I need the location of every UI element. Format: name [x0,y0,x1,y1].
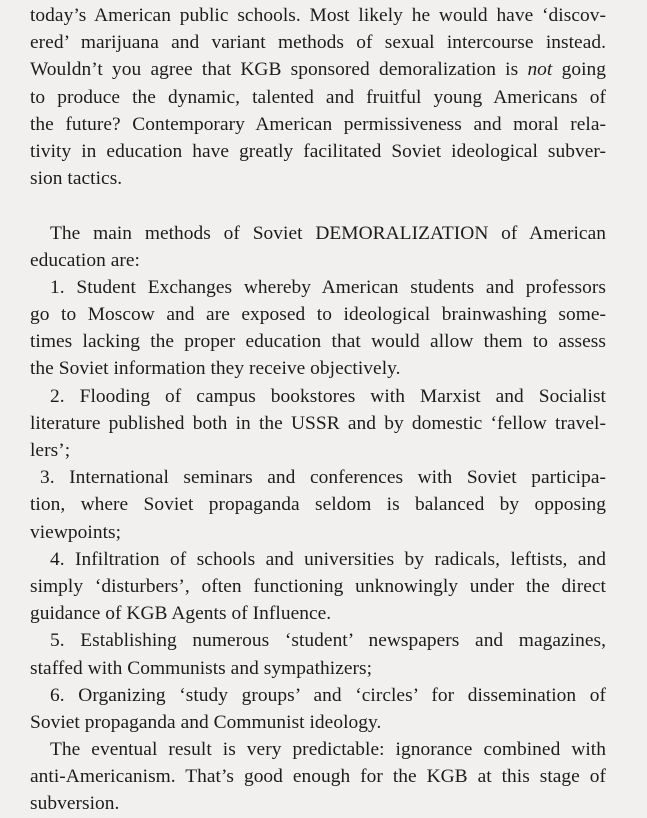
list-item-2 [30,383,606,465]
text-segment: going [552,59,607,81]
text-line: the future? Contemporary American permissiveness and moral rela- [30,113,606,135]
text-line: 4. Infiltration of schools and universities by radicals, leftists, and [50,548,606,570]
text-line: the Soviet information they receive objectively. [30,358,401,380]
text-line: tivity in education have greatly facilitated Soviet ideological subver- [30,140,606,162]
list-item-5 [30,627,606,681]
text-line: subversion. [30,793,120,815]
text-line: guidance of KGB Agents of Influence. [30,603,332,625]
text-line: 5. Establishing numerous ‘student’ newspapers and magazines, [50,630,606,652]
emphasis-text: not [527,59,553,81]
text-line: literature published both in the USSR and by domestic ‘fellow travel- [30,412,606,434]
text-line: Soviet propaganda and Communist ideology. [30,711,382,733]
text-line: staffed with Communists and sympathizers; [30,657,373,679]
paragraph-spacer [30,192,606,219]
text-line [30,56,606,83]
text-line: 6. Organizing ‘study groups’ and ‘circles’ for dissemination of [50,684,606,706]
list-item-1 [30,274,606,383]
document-page [30,0,606,818]
text-line: simply ‘disturbers’, often functioning unknowingly under the direct [30,575,606,597]
text-line: lers’; [30,440,71,461]
text-line: times lacking the proper education that would allow them to assess [30,331,606,353]
text-line: The main methods of Soviet DEMORALIZATION of American [50,222,606,244]
list-item-3 [30,464,606,546]
text-segment: Wouldn’t you agree that KGB sponsored demoralization is [30,59,519,81]
paragraph-intro [30,2,606,192]
paragraph-conclusion [30,736,606,818]
text-line: The eventual result is very predictable: ignorance combined with [50,739,606,761]
list-item-6 [30,682,606,736]
paragraph-methods-intro [30,220,606,274]
text-line: tion, where Soviet propaganda seldom is balanced by opposing [30,494,606,516]
text-line: ered’ marijuana and variant methods of sexual intercourse instead. [30,32,606,54]
text-line: 3. International seminars and conferences with Soviet participa- [40,467,606,489]
text-line: 1. Student Exchanges whereby American students and professors [50,276,606,298]
text-line: 2. Flooding of campus bookstores with Marxist and Socialist [50,385,606,407]
text-line: sion tactics. [30,168,123,190]
text-line: viewpoints; [30,521,122,543]
text-line: to produce the dynamic, talented and fruitful young Americans of [30,86,606,108]
text-line: education are: [30,249,140,271]
text-line: anti-Americanism. That’s good enough for the KGB at this stage of [30,766,606,788]
text-line: today’s American public schools. Most likely he would have ‘discov- [30,5,606,26]
list-item-4 [30,546,606,628]
text-line: go to Moscow and are exposed to ideological brainwashing some- [30,304,606,326]
